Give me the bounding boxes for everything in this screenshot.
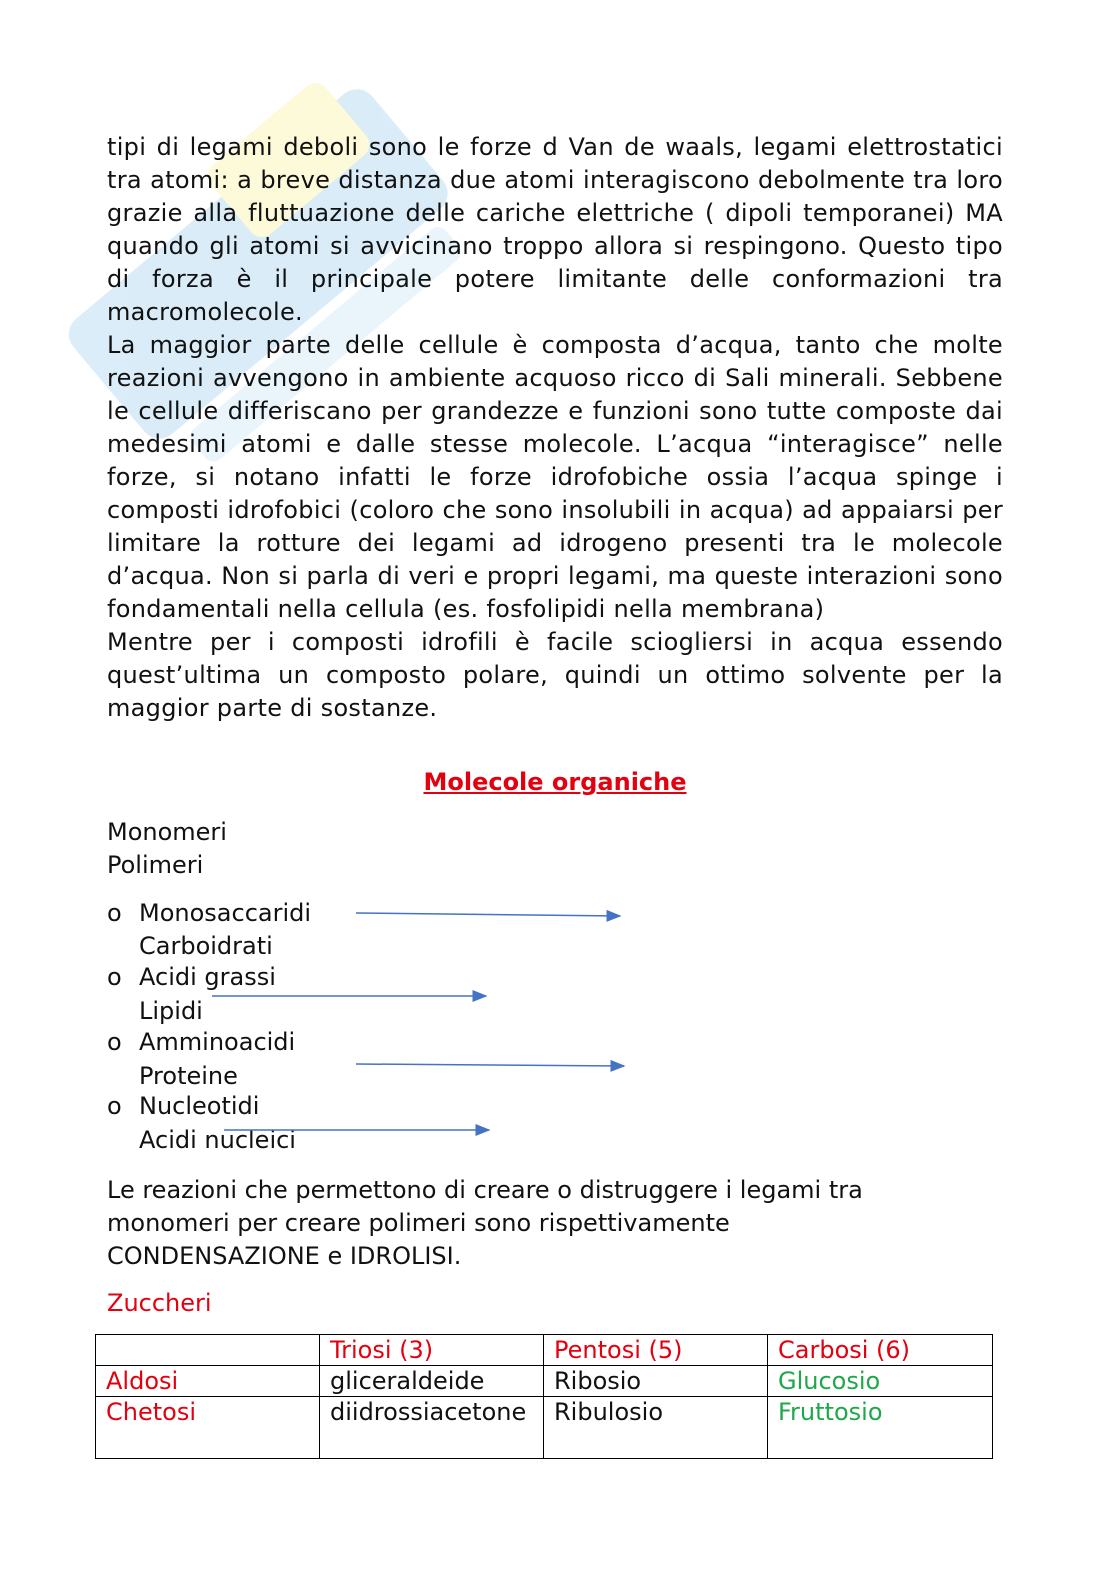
- table-cell: diidrossiacetone: [320, 1397, 544, 1459]
- sugars-title: Zuccheri: [107, 1289, 212, 1317]
- table-header-cell: Pentosi (5): [544, 1335, 768, 1366]
- bullet-marker: o: [107, 1092, 122, 1120]
- table-cell: [96, 1335, 320, 1366]
- table-cell: Ribosio: [544, 1366, 768, 1397]
- polymer-label: Lipidi: [139, 997, 203, 1025]
- table-row-label: Chetosi: [96, 1397, 320, 1459]
- reactions-line-3: CONDENSAZIONE e IDROLISI.: [107, 1242, 462, 1270]
- polymer-label: Carboidrati: [139, 932, 273, 960]
- bullet-marker: o: [107, 899, 122, 927]
- table-header-cell: Triosi (3): [320, 1335, 544, 1366]
- bullet-marker: o: [107, 963, 122, 991]
- reactions-line-2: monomeri per creare polimeri sono rispettivamente: [107, 1209, 730, 1237]
- arrow-icon: [356, 913, 620, 916]
- bullet-marker: o: [107, 1028, 122, 1056]
- paragraph-water-cells: La maggior parte delle cellule è composta d’acqua, tanto che molte reazioni avvengono in ambiente acquoso ricco di Sali minerali. Sebbene le cellule differiscano per grandezze e funzioni sono tutte composte dai medesimi atomi e dalle stesse molecole. L’acqua “interagisce” nelle forze, si notano infatti le forze idrofobiche ossia l’acqua spinge i composti idrofobici (coloro che sono insolubili in acqua) ad appaiarsi per limitare la rotture dei legami ad idrogeno presenti tra le molecole d’acqua. Non si parla di veri e propri legami, ma queste interazioni sono fondamentali nella cellula (es. fosfolipidi nella membrana): [107, 331, 1003, 623]
- table-cell: Fruttosio: [768, 1397, 993, 1459]
- table-header-cell: Carbosi (6): [768, 1335, 993, 1366]
- paragraph-hydrophilic: Mentre per i composti idrofili è facile sciogliersi in acqua essendo quest’ultima un composto polare, quindi un ottimo solvente per la maggior parte di sostanze.: [107, 628, 1003, 722]
- monomer-label: Monosaccaridi: [139, 899, 312, 927]
- table-row: [96, 1366, 993, 1397]
- polymer-label: Acidi nucleici: [139, 1126, 296, 1154]
- reactions-line-1: Le reazioni che permettono di creare o distruggere i legami tra: [107, 1176, 863, 1204]
- monomer-label: Nucleotidi: [139, 1092, 260, 1120]
- arrow-icon: [356, 1064, 624, 1066]
- polymer-label: Proteine: [139, 1062, 238, 1090]
- monomeri-label: Monomeri: [107, 818, 227, 846]
- table-row: [96, 1397, 993, 1459]
- table-cell: Ribulosio: [544, 1397, 768, 1459]
- monomer-label: Amminoacidi: [139, 1028, 296, 1056]
- monomer-label: Acidi grassi: [139, 963, 276, 991]
- sugars-table: [95, 1334, 993, 1459]
- table-row-label: Aldosi: [96, 1366, 320, 1397]
- table-header-row: [96, 1335, 993, 1366]
- paragraph-van-der-waals: tipi di legami deboli sono le forze d Van de waals, legami elettrostatici tra atomi: a breve distanza due atomi interagiscono debolmente tra loro grazie alla fluttuazione delle cariche elettriche ( dipoli temporanei) MA quando gli atomi si avvicinano troppo allora si respingono. Questo tipo di forza è il principale potere limitante delle conformazioni tra macromolecole.: [107, 133, 1003, 326]
- section-title: Molecole organiche: [423, 768, 687, 796]
- polimeri-label: Polimeri: [107, 851, 204, 879]
- table-cell: Glucosio: [768, 1366, 993, 1397]
- table-cell: gliceraldeide: [320, 1366, 544, 1397]
